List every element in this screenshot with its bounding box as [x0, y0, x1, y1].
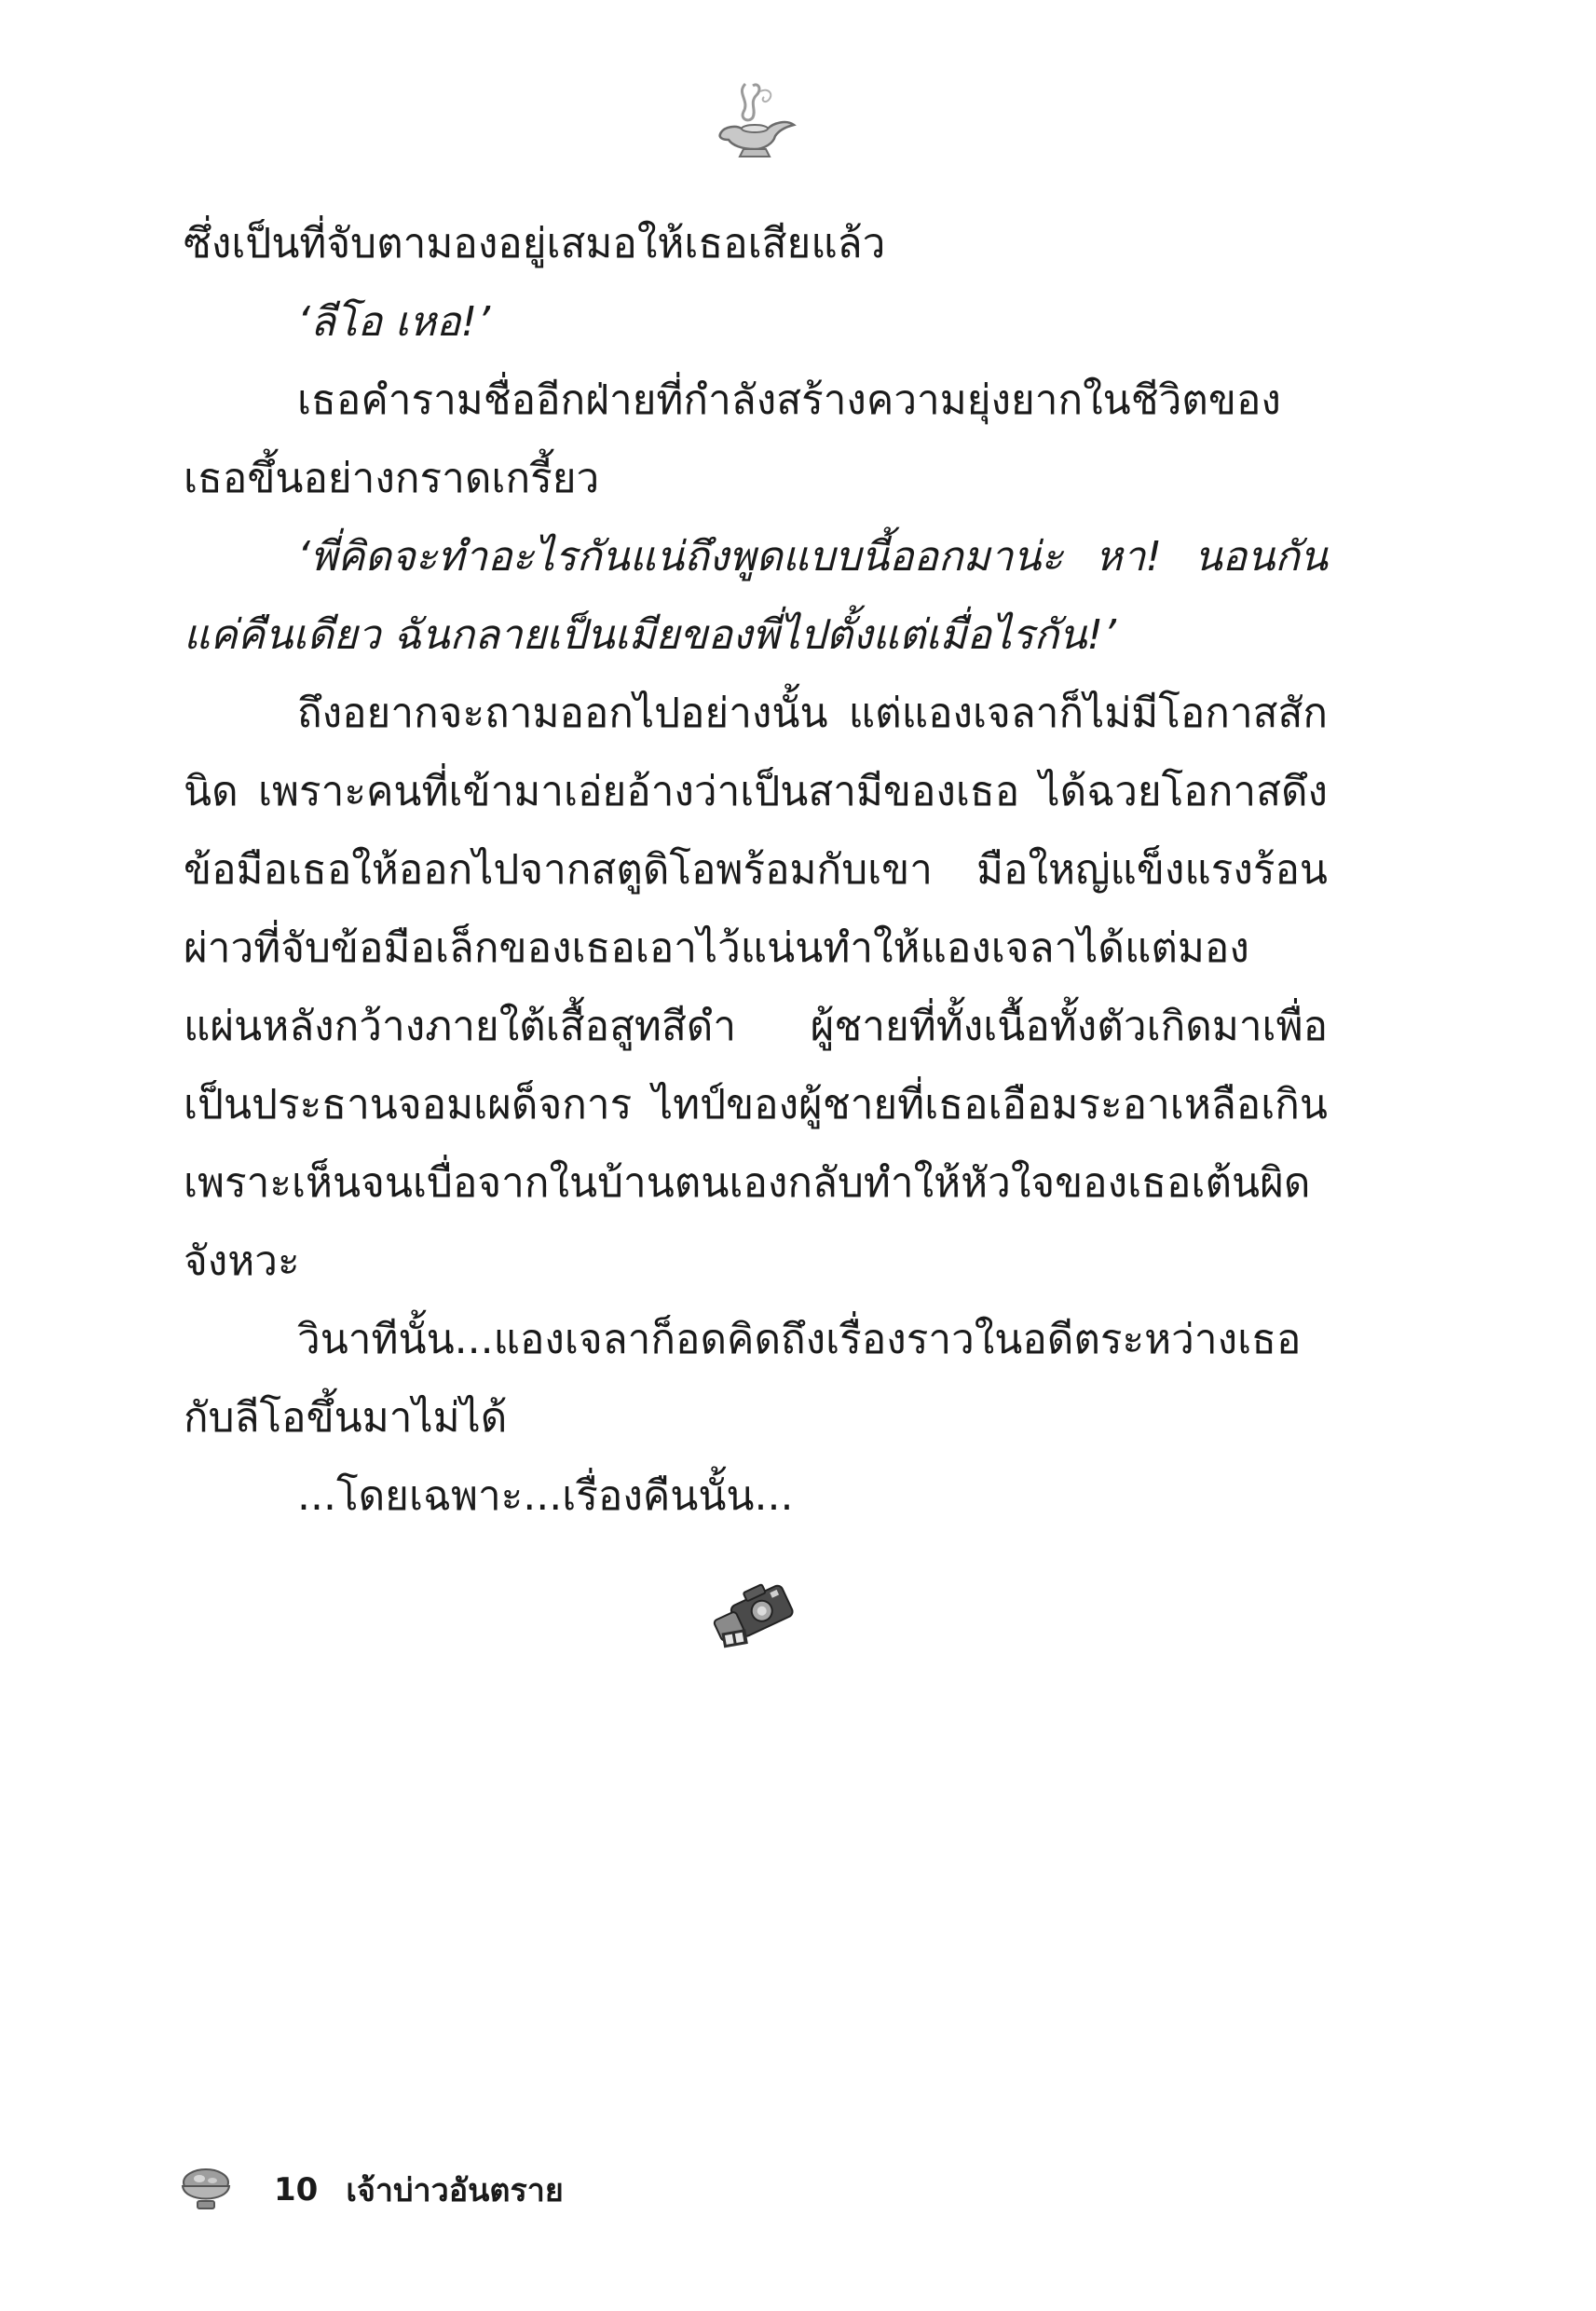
genie-lamp-icon [708, 75, 801, 168]
paragraph: วินาทีนั้น...แองเจลาก็อดคิดถึงเรื่องราวในอดีตระหว่างเธอกับลีโอขึ้นมาไม่ได้ [184, 1316, 1302, 1442]
paragraph: ถึงอยากจะถามออกไปอย่างนั้น แต่แองเจลาก็ไม่มีโอกาสสักนิด เพราะคนที่เข้ามาเอ่ยอ้างว่าเป็นสามีของเธอ ได้ฉวยโอกาสดึงข้อมือเธอให้ออกไปจากสตูดิโอพร้อมกับเขา มือใหญ่แข็งแรงร้อนผ่าวที่จับข้อมือเล็กของเธอเอาไว้แน่นทำให้แองเจลาได้แต่มองแผ่นหลังกว้างภายใต้เสื้อสูทสีดำ ผู้ชายที่ทั้งเนื้อทั้งตัวเกิดมาเพื่อเป็นประธานจอมเผด็จการ ไทป์ของผู้ชายที่เธอเอือมระอาเหลือเกินเพราะเห็นจนเบื่อจากในบ้านตนเองกลับทำให้หัวใจของเธอเต้นผิดจังหวะ [184, 690, 1328, 1285]
paragraph: ...โดยเฉพาะ...เรื่องคืนนั้น... [297, 1472, 794, 1520]
paragraph-dialogue: ‘ลีโอ เหอ!’ [297, 298, 491, 346]
paragraph: เธอคำรามชื่ออีกฝ่ายที่กำลังสร้างความยุ่งยากในชีวิตของเธอขึ้นอย่างกราดเกรี้ยว [184, 376, 1281, 502]
paragraph-dialogue: ‘พี่คิดจะทำอะไรกันแน่ถึงพูดแบบนี้ออกมาน่ะ หา! นอนกันแค่คืนเดียว ฉันกลายเป็นเมียของพี่ไปตั้งแต่เมื่อไรกัน!’ [184, 533, 1328, 659]
page-footer [177, 2162, 564, 2218]
camera-icon [708, 1566, 811, 1659]
bowl-icon [177, 2164, 235, 2216]
body-text [184, 205, 1328, 1536]
page-number: 10 [274, 2171, 319, 2208]
paragraph: ซึ่งเป็นที่จับตามองอยู่เสมอให้เธอเสียแล้ว [184, 220, 886, 267]
book-title: เจ้าบ่าวอันตราย [346, 2172, 564, 2209]
